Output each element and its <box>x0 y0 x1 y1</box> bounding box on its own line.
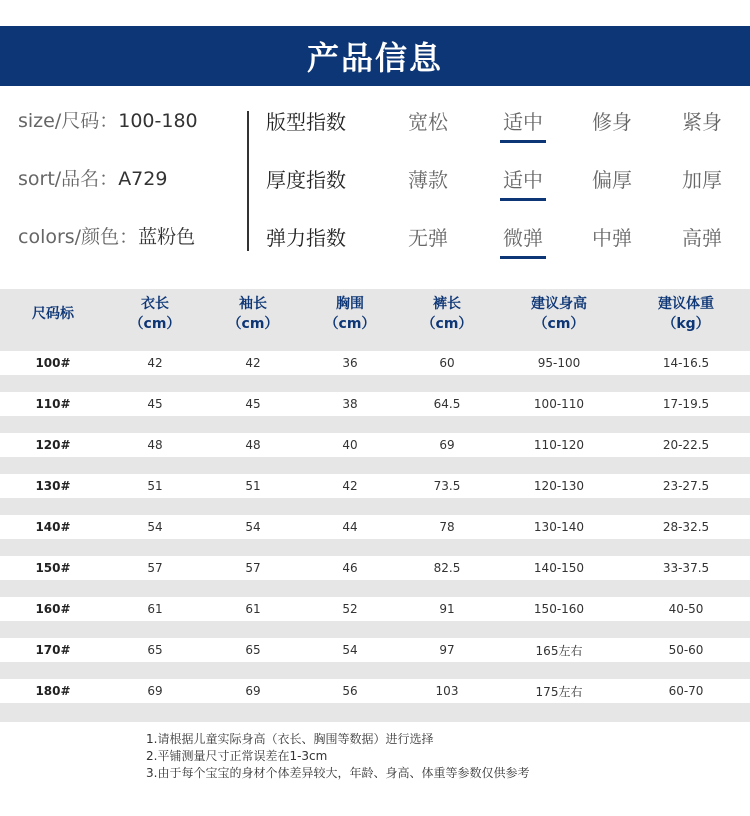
table-cell: 91 <box>439 602 455 616</box>
index-option: 偏厚 <box>592 168 632 192</box>
index-option: 宽松 <box>408 110 448 134</box>
info-colors-value: 蓝粉色 <box>138 226 196 248</box>
table-cell: 36 <box>342 356 358 370</box>
info-size-value: 100-180 <box>118 110 198 132</box>
table-cell: 54 <box>147 520 163 534</box>
size-cell: 100# <box>35 356 71 370</box>
table-cell: 69 <box>245 684 261 698</box>
table-cell: 103 <box>435 684 459 698</box>
table-cell: 52 <box>342 602 358 616</box>
col-header <box>622 289 750 339</box>
col-header-name: 建议身高 <box>531 296 587 312</box>
index-option-selected: 适中 <box>493 164 553 193</box>
col-header <box>106 289 204 339</box>
table-cell: 50-60 <box>668 643 704 657</box>
table-cell: 57 <box>245 561 261 575</box>
size-cell: 180# <box>35 684 71 698</box>
info-sort <box>18 164 167 191</box>
table-cell: 175左右 <box>535 684 583 699</box>
table-cell: 48 <box>147 438 163 452</box>
table-header <box>0 289 750 339</box>
table-cell: 60 <box>439 356 455 370</box>
col-header-name: 建议体重 <box>658 296 714 312</box>
table-cell: 78 <box>439 520 455 534</box>
table-cell: 73.5 <box>433 479 461 493</box>
size-cell: 160# <box>35 602 71 616</box>
table-cell: 42 <box>342 479 358 493</box>
table-row <box>0 474 750 498</box>
col-header-unit: （cm） <box>533 316 585 332</box>
table-row <box>0 638 750 662</box>
col-header-unit: （cm） <box>324 316 376 332</box>
table-cell: 54 <box>245 520 261 534</box>
table-row <box>0 351 750 375</box>
col-header-unit: （cm） <box>129 316 181 332</box>
table-cell: 57 <box>147 561 163 575</box>
size-cell: 130# <box>35 479 71 493</box>
index-option: 中弹 <box>592 226 632 250</box>
note-item: 2.平铺测量尺寸正常误差在1-3cm <box>146 749 328 763</box>
table-cell: 65 <box>245 643 261 657</box>
col-header <box>302 289 398 339</box>
notes <box>146 731 529 782</box>
info-size-label: size/尺码： <box>18 110 119 132</box>
index-option-selected: 适中 <box>493 106 553 135</box>
table-cell: 51 <box>147 479 163 493</box>
table-cell: 60-70 <box>668 684 704 698</box>
table-cell: 82.5 <box>433 561 461 575</box>
col-header-name: 衣长 <box>141 296 169 312</box>
size-cell: 120# <box>35 438 71 452</box>
col-header-unit: （kg） <box>662 316 710 332</box>
size-cell: 140# <box>35 520 71 534</box>
table-cell: 130-140 <box>533 520 585 534</box>
col-header <box>496 289 622 339</box>
table-cell: 69 <box>439 438 455 452</box>
info-colors-label: colors/颜色： <box>18 226 139 248</box>
table-cell: 110-120 <box>533 438 585 452</box>
table-row <box>0 679 750 703</box>
info-divider <box>247 111 249 251</box>
table-cell: 51 <box>245 479 261 493</box>
table-row <box>0 433 750 457</box>
table-cell: 140-150 <box>533 561 585 575</box>
table-cell: 165左右 <box>535 643 583 658</box>
table-row <box>0 597 750 621</box>
index-option: 加厚 <box>682 168 722 192</box>
info-sort-value: A729 <box>118 168 168 190</box>
table-cell: 20-22.5 <box>662 438 710 452</box>
table-cell: 56 <box>342 684 358 698</box>
table-cell: 42 <box>245 356 261 370</box>
table-row <box>0 515 750 539</box>
table-row <box>0 392 750 416</box>
table-cell: 45 <box>147 397 163 411</box>
index-row-thickness <box>266 162 736 202</box>
col-header-name: 尺码标 <box>32 306 74 322</box>
size-cell: 150# <box>35 561 71 575</box>
col-header-unit: （cm） <box>227 316 279 332</box>
table-cell: 69 <box>147 684 163 698</box>
size-cell: 110# <box>35 397 71 411</box>
index-option: 高弹 <box>682 226 722 250</box>
table-cell: 100-110 <box>533 397 585 411</box>
col-header <box>204 289 302 339</box>
table-cell: 46 <box>342 561 358 575</box>
table-cell: 61 <box>147 602 163 616</box>
table-cell: 95-100 <box>537 356 581 370</box>
note-item: 3.由于每个宝宝的身材个体差异较大，年龄、身高、体重等参数仅供参考 <box>146 766 530 780</box>
info-sort-label: sort/品名： <box>18 168 119 190</box>
col-header-name: 裤长 <box>433 296 461 312</box>
col-header <box>0 289 106 339</box>
table-cell: 17-19.5 <box>662 397 710 411</box>
index-title: 弹力指数 <box>266 226 346 250</box>
table-cell: 64.5 <box>433 397 461 411</box>
header-banner <box>0 26 750 86</box>
index-row-elasticity <box>266 220 736 260</box>
index-option: 无弹 <box>408 226 448 250</box>
col-header-name: 袖长 <box>239 296 267 312</box>
table-cell: 40-50 <box>668 602 704 616</box>
table-cell: 65 <box>147 643 163 657</box>
index-title: 厚度指数 <box>266 168 346 192</box>
index-option: 薄款 <box>408 168 448 192</box>
table-cell: 28-32.5 <box>662 520 710 534</box>
table-cell: 33-37.5 <box>662 561 710 575</box>
table-row <box>0 556 750 580</box>
info-colors <box>18 222 195 249</box>
table-cell: 150-160 <box>533 602 585 616</box>
table-cell: 14-16.5 <box>662 356 710 370</box>
table-cell: 23-27.5 <box>662 479 710 493</box>
table-cell: 54 <box>342 643 358 657</box>
index-option: 紧身 <box>682 110 722 134</box>
col-header-name: 胸围 <box>336 296 364 312</box>
table-cell: 48 <box>245 438 261 452</box>
table-cell: 120-130 <box>533 479 585 493</box>
table-cell: 38 <box>342 397 358 411</box>
info-size <box>18 106 198 133</box>
table-cell: 97 <box>439 643 455 657</box>
index-title: 版型指数 <box>266 110 346 134</box>
table-cell: 61 <box>245 602 261 616</box>
col-header <box>398 289 496 339</box>
table-cell: 45 <box>245 397 261 411</box>
index-option: 修身 <box>592 110 632 134</box>
index-row-fit <box>266 104 736 144</box>
note-item: 1.请根据儿童实际身高（衣长、胸围等数据）进行选择 <box>146 732 434 746</box>
table-cell: 42 <box>147 356 163 370</box>
table-cell: 40 <box>342 438 358 452</box>
size-cell: 170# <box>35 643 71 657</box>
col-header-unit: （cm） <box>421 316 473 332</box>
page-title: 产品信息 <box>306 39 443 77</box>
table-cell: 44 <box>342 520 358 534</box>
index-option-selected: 微弹 <box>493 222 553 251</box>
